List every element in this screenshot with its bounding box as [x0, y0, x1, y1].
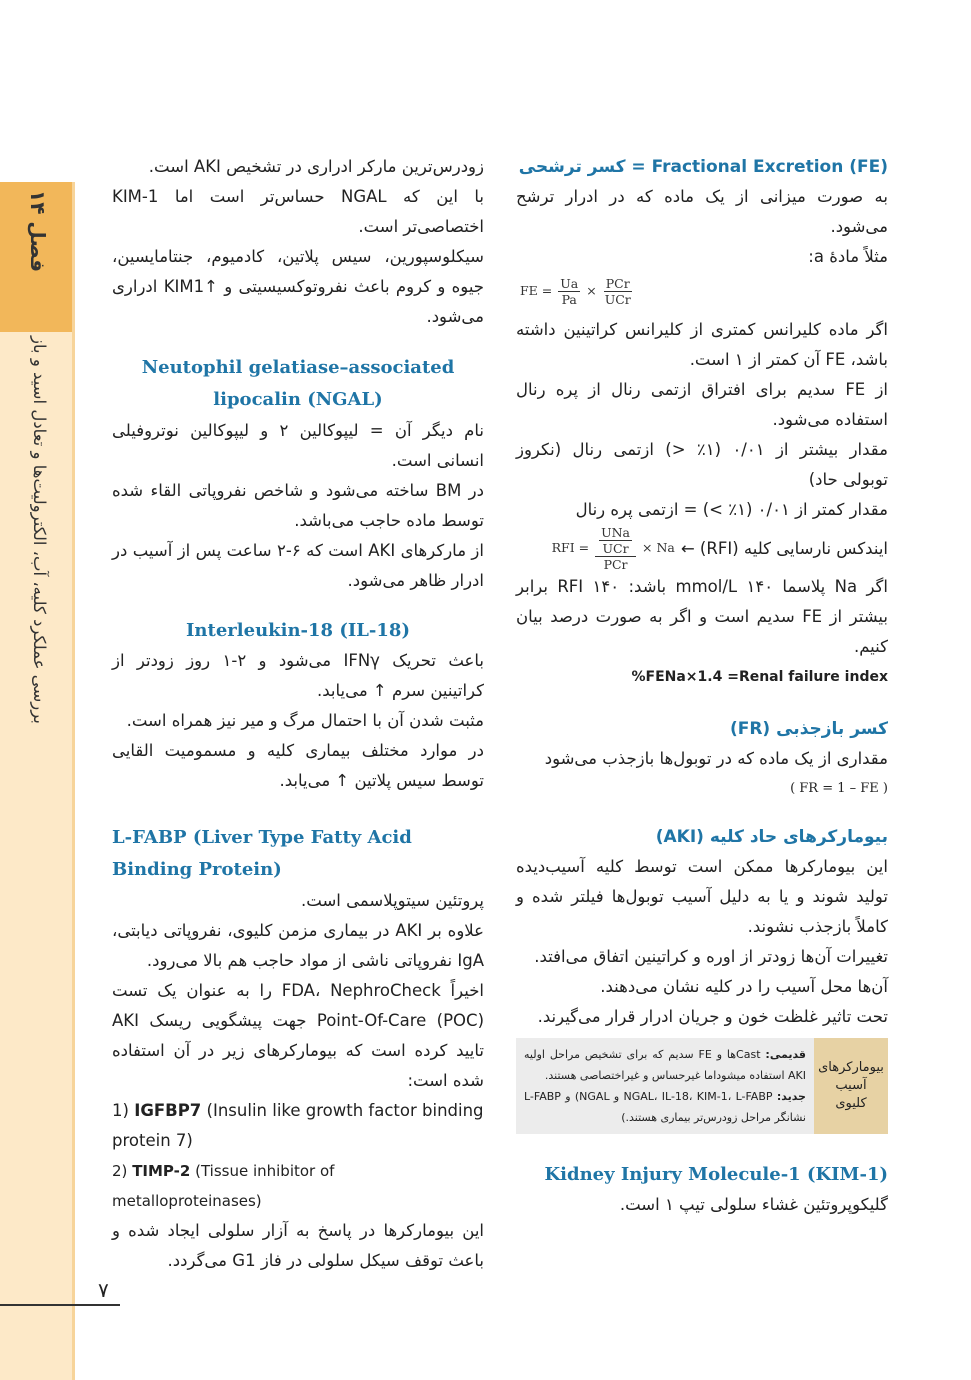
callout-new-label: جدید: [776, 1090, 806, 1103]
rfi-row [516, 525, 888, 572]
fr-heading: کسر بازجذبی (FR) [729, 719, 888, 739]
fe-paragraph-2: از FE سدیم برای افتراق ازتمی رنال از پره رنال استفاده می‌شود. [516, 380, 888, 429]
kim-left-paragraph-2: با این که NGAL حساس‌تر است اما KIM-1 اختصاصی‌تر است. [112, 187, 484, 236]
callout-old-label: قدیمی: [765, 1048, 807, 1061]
fe-heading: Fractional Excretion (FE) = کسر ترشحی [518, 157, 888, 177]
fr-paragraph-1: مقداری از یک ماده که در توبول‌ها بازجذب می‌شود [544, 749, 888, 768]
fe-formula: FE = $\frac{Ua}{Pa}$ × $\frac{\text{PCr}}{\text{UCr}}$ [520, 276, 631, 307]
lfabp-paragraph-2: علاوه بر AKI در بیماری مزمن کلیوی، نفروپاتی دیابتی، IgA نفروپاتی ناشی از مواد حاجب هم بالا می‌رود. [112, 921, 484, 970]
fe-line1: به صورت میزانی از یک ماده که در ادرار ترشح می‌شود. [516, 187, 888, 236]
chapter-strip-edge [72, 182, 75, 1380]
aki-heading: بیومارکرهای حاد کلیه (AKI) [655, 827, 888, 847]
page-number: ۷ [98, 1278, 109, 1302]
page-number-rule [0, 1304, 120, 1306]
callout-new-text: NGAL، IL-18، KIM-1، L-FABP و NGAL) و L-FABP نشانگر مراحل زودرس‌تر بیماری هستند.) [524, 1090, 806, 1124]
fe-paragraph-5: اگر Na پلاسما ۱۴۰ mmol/L باشد: RFI ۱۴۰ برابر بیشتر از FE سدیم است و اگر به صورت درصد بیان کنیم. [516, 577, 888, 656]
final-paragraph: این بیومارکرها در پاسخ به آزار سلولی ایجاد شده و باعث توقف سیکل سلولی در فاز G1 می‌گردد. [112, 1221, 484, 1270]
fe-paragraph-3: مقدار بیشتر از ۰/۰۱ (۱٪ <) ازتمی رنال (نکروز توبولی حاد) [516, 440, 888, 489]
kim-left-paragraph-3: سیکلوسپورین، سیس پلاتین، کادمیوم، جنتامایسین، جیوه و کروم باعث نفروتوکسیسیتی و ↑KIM1 ادراری می‌شود. [112, 247, 484, 326]
rfi-formula: RFI = $\frac{\frac{\text{UNa}}{\text{UCr}}}{\text{PCr}}$ × Na [551, 525, 675, 572]
aki-paragraph-4: تحت تاثیر غلظت خون و جریان ادرار قرار می‌گیرند. [537, 1007, 888, 1026]
ngal-paragraph-2: در BM ساخته می‌شود و شاخص نفروپاتی القاء شده توسط ماده حاجب می‌باشد. [112, 481, 485, 530]
il18-heading: Interleukin-18 (IL-18) [186, 620, 410, 641]
callout-body [516, 1038, 814, 1134]
left-column [112, 152, 484, 1276]
biomarker-list-item-1: 1) IGFBP7 (Insulin like growth factor binding protein 7) [112, 1101, 484, 1150]
lfabp-heading: L-FABP (Liver Type Fatty Acid Binding Protein) [112, 827, 412, 880]
fe-paragraph-4: مقدار کمتر از ۰/۰۱ (۱٪ >) = ازتمی پره رنال [575, 500, 888, 519]
callout-label: بیومارکرهای آسیب کلیوی [814, 1038, 888, 1134]
right-column [516, 152, 888, 1220]
kim-heading: Kidney Injury Molecule-1 (KIM-1) [544, 1164, 888, 1185]
kim-left-paragraph-1: زودرس‌ترین مارکر ادراری در تشخیص AKI است. [148, 157, 484, 176]
fe-paragraph-1: اگر ماده کلیرانس کمتری از کلیرانس کراتینین داشته باشد، FE آن کمتر از ۱ است. [516, 320, 888, 369]
lfabp-paragraph-3: اخیراً FDA، NephroCheck را به عنوان یک تست (POC) Point-Of-Care جهت پیشگویی ریسک AKI تایید کرده است که بیومارکرهای زیر در آن استفاده شده است: [112, 981, 485, 1090]
callout-old-text: Castها و FE سدیم که برای تشخیص مراحل اولیه AKI استفاده میشوداما غیرحساس و غیراختصاصی هستند. [524, 1048, 806, 1082]
biomarker-list-item-2: 2) TIMP-2 (Tissue inhibitor of metalloproteinases) [112, 1162, 335, 1210]
ngal-paragraph-3: از مارکرهای AKI است که ۶-۲ ساعت پس از آسیب در ادرار ظاهر می‌شود. [112, 541, 484, 590]
chapter-label: فصل ۱۴ [26, 190, 50, 273]
lfabp-paragraph-1: پروتئین سیتوپلاسمی است. [301, 891, 484, 910]
aki-paragraph-2: تغییرات آن‌ها زودتر از اوره و کراتینین اتفاق می‌افتد. [534, 947, 888, 966]
ngal-paragraph-1: نام دیگر آن = لیپوکالین ۲ و لیپوکالین نوتروفیلی انسانی است. [112, 421, 484, 470]
il18-paragraph-2: مثبت شدن آن با احتمال مرگ و میر نیز همراه است. [126, 711, 484, 730]
rfi-text: ایندکس نارسایی کلیه (RFI) ← [680, 538, 888, 558]
chapter-title: بررسی عملکرد کلیه، آب، الکترولیت‌ها و تعادل اسید و باز [30, 336, 49, 724]
kim-paragraph-1: گلیکوپروتئین غشاء سلولی تیپ ۱ است. [619, 1195, 888, 1214]
il18-paragraph-3: در موارد مختلف بیماری کلیه و مسمومیت القایی توسط سیس پلاتین ↑ می‌یابد. [112, 741, 484, 790]
il18-paragraph-1: باعث تحریک IFNγ می‌شود و ۲-۱ روز زودتر از کراتینین سرم ↑ می‌یابد. [112, 651, 484, 700]
renal-failure-index: %FENa×1.4 =Renal failure index [631, 669, 888, 685]
biomarker-callout [516, 1038, 888, 1134]
aki-paragraph-3: آن‌ها محل آسیب را در کلیه نشان می‌دهند. [600, 977, 888, 996]
fr-formula: ( FR = 1 – FE ) [790, 781, 888, 796]
ngal-heading: Neutophil gelatiase–associated lipocalin (NGAL) [141, 357, 455, 410]
aki-paragraph-1: این بیومارکرها ممکن است توسط کلیه آسیب‌دیده تولید شوند و یا به دلیل آسیب توبول‌ها فیلتر شده و کاملاً بازجذب نشوند. [516, 857, 888, 936]
fe-line2: مثلاً مادهٔ a: [808, 247, 888, 266]
